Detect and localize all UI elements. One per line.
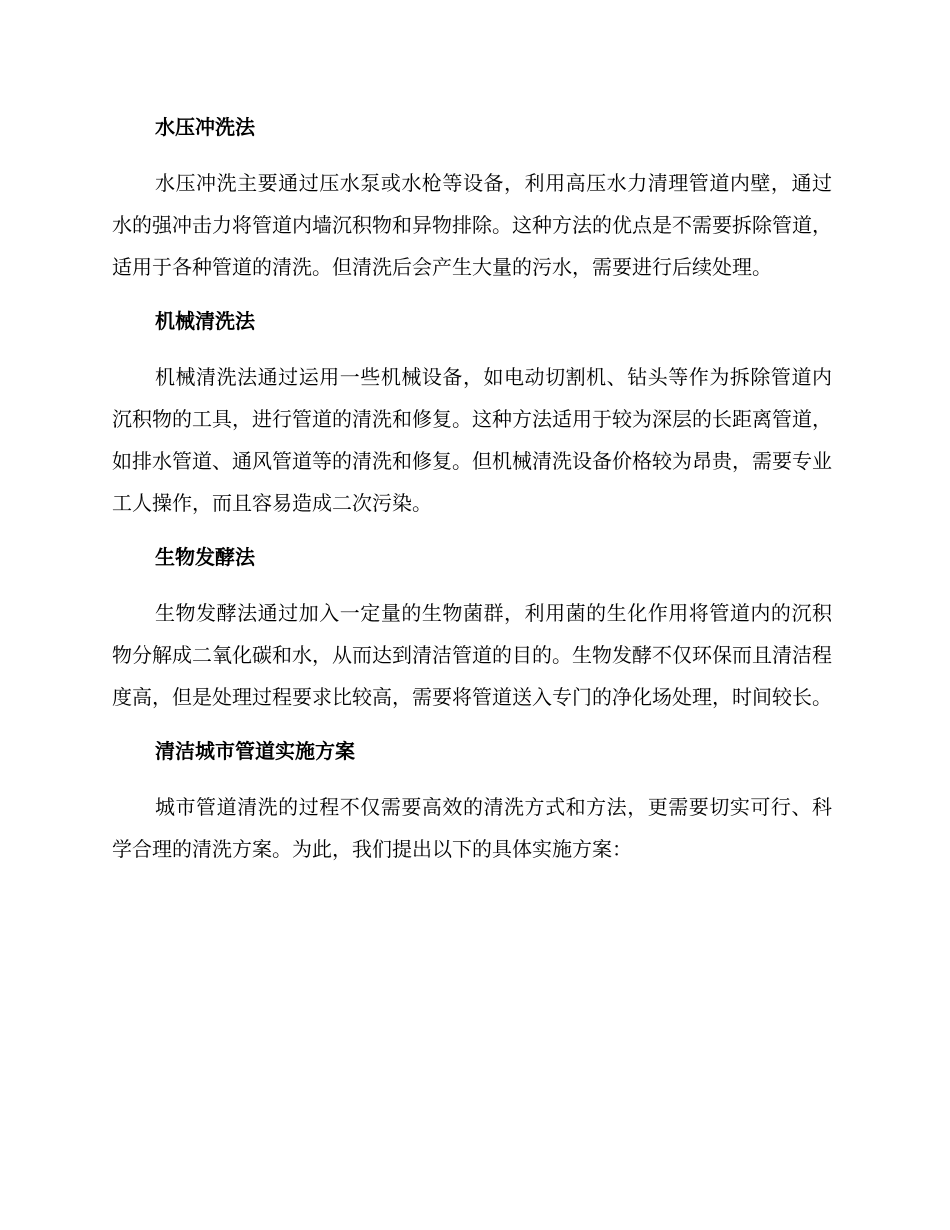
section-heading: 水压冲洗法 — [155, 115, 255, 139]
section-heading: 清洁城市管道实施方案 — [155, 739, 355, 763]
section-paragraph: 机械清洗法通过运用一些机械设备，如电动切割机、钻头等作为拆除管道内沉积物的工具，进行管道的清洗和修复。这种方法适用于较为深层的长距离管道，如排水管道、通风管道等的清洗和修复。但机械清洗设备价格较为昂贵，需要专业工人操作，而且容易造成二次污染。 — [112, 365, 832, 515]
section-heading: 机械清洗法 — [155, 309, 255, 333]
section-mechanical — [112, 304, 832, 524]
section-paragraph: 水压冲洗主要通过压水泵或水枪等设备，利用高压水力清理管道内壁，通过水的强冲击力将管道内墙沉积物和异物排除。这种方法的优点是不需要拆除管道，适用于各种管道的清洗。但清洗后会产生大量的污水，需要进行后续处理。 — [112, 171, 832, 279]
section-water-pressure — [112, 110, 832, 288]
section-paragraph: 城市管道清洗的过程不仅需要高效的清洗方式和方法，更需要切实可行、科学合理的清洗方案。为此，我们提出以下的具体实施方案： — [112, 795, 832, 861]
section-implementation-plan — [112, 734, 832, 870]
section-biological — [112, 540, 832, 718]
section-heading: 生物发酵法 — [155, 545, 255, 569]
section-paragraph: 生物发酵法通过加入一定量的生物菌群，利用菌的生化作用将管道内的沉积物分解成二氧化碳和水，从而达到清洁管道的目的。生物发酵不仅环保而且清洁程度高，但是处理过程要求比较高，需要将管道送入专门的净化场处理，时间较长。 — [112, 601, 832, 709]
